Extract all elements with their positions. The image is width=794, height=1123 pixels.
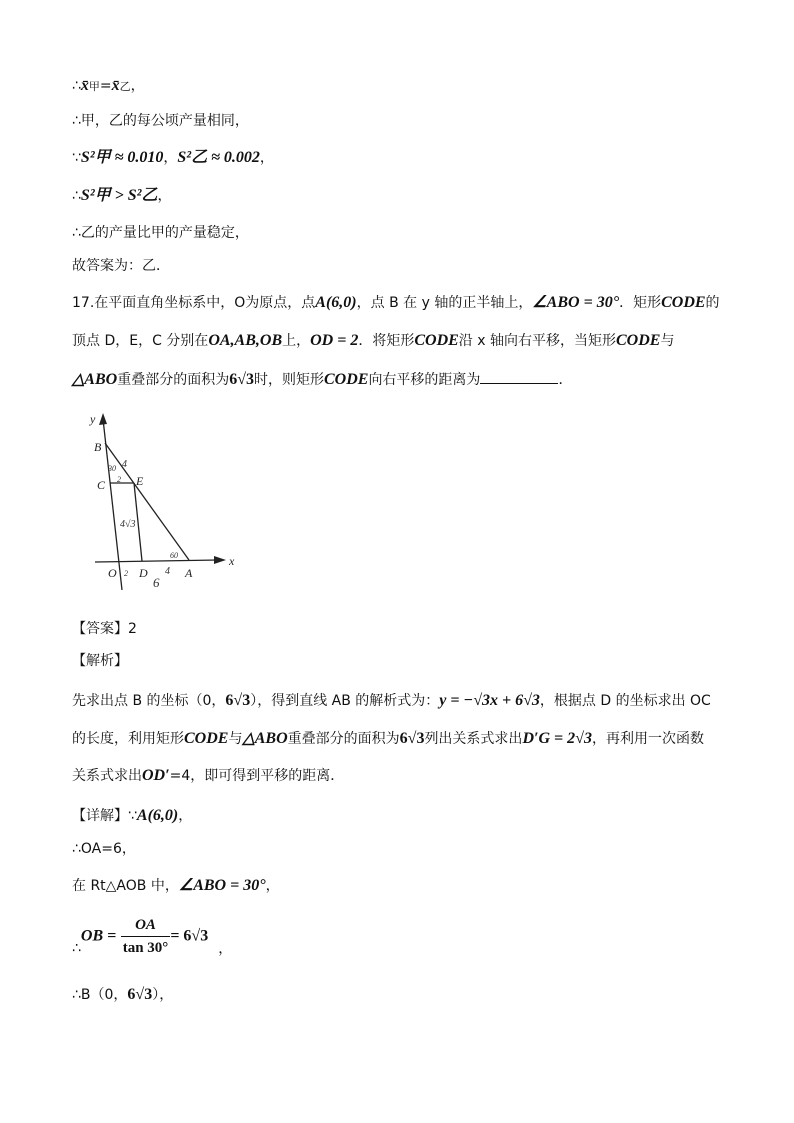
detail-label: 【详解】 [72, 808, 128, 824]
text: 与 [660, 333, 675, 349]
therefore-symbol: ∴ [72, 940, 81, 957]
label-d: D [139, 566, 148, 580]
math: D′G = 2√3 [522, 730, 592, 747]
annotation-oa: 6 [153, 575, 160, 590]
subscript-jia: 甲 [88, 80, 100, 93]
text: 向右平移的距离为 [368, 372, 481, 388]
text: ∴B（0， [72, 987, 128, 1003]
math: y = −√3x + 6√3 [439, 692, 540, 709]
detail-line-2: ∴OA=6， [72, 841, 136, 857]
fraction [121, 914, 171, 959]
analysis-line-2 [72, 729, 704, 749]
math: A(6,0) [315, 294, 357, 311]
text: 顶点 D，E，C 分别在 [72, 333, 209, 349]
text: 沿 x 轴向右平移，当矩形 [458, 333, 616, 349]
text: 重叠部分的面积为 [287, 731, 400, 747]
text: 17.在平面直角坐标系中，O为原点，点 [72, 295, 316, 311]
annotation-od: 2 [124, 569, 128, 578]
text: 列出关系式求出 [424, 731, 523, 747]
text: 上， [282, 333, 311, 349]
text: ）， [152, 987, 174, 1003]
detail-line-5 [72, 985, 173, 1005]
line-ab [105, 443, 189, 560]
text: ． [558, 372, 573, 388]
x-arrow-icon [214, 556, 226, 564]
text: ．矩形 [619, 295, 662, 311]
math: CODE [323, 371, 369, 388]
punct: ， [259, 150, 274, 166]
answer-blank [480, 369, 558, 384]
annotation-da: 4 [165, 566, 170, 577]
text: =4，即可得到平移的距离． [169, 768, 345, 784]
math: △ABO [242, 730, 288, 747]
answer-value: 2 [128, 621, 137, 637]
variance-jia: S²甲 ≈ 0.010 [80, 149, 164, 166]
annotation-angle-30: 30 [108, 464, 116, 473]
x-bar-jia: x̄ [80, 77, 89, 94]
variance-yi: S²乙 ≈ 0.002 [177, 149, 260, 166]
punct: ， [265, 878, 280, 894]
math: CODE [615, 332, 661, 349]
label-o: O [108, 566, 117, 580]
math: CODE [414, 332, 459, 349]
text-line: ∴甲，乙的每公顷产量相同， [72, 113, 249, 129]
punct: ， [218, 940, 233, 957]
math: 6√3 [127, 986, 153, 1003]
question-line-1 [72, 293, 720, 313]
equals: = [99, 78, 112, 94]
text: ，再利用一次函数 [591, 731, 704, 747]
y-arrow-icon [99, 413, 107, 425]
label-b: B [94, 440, 102, 454]
annotation-ed: 4√3 [120, 519, 136, 530]
label-a: A [185, 566, 193, 580]
analysis-line-3 [72, 766, 344, 786]
answer-line [72, 619, 137, 639]
math: A(6,0) [136, 807, 179, 824]
text: 的长度，利用矩形 [72, 731, 184, 747]
text: ，根据点 D 的坐标求出 OC [539, 693, 711, 709]
text: 先求出点 B 的坐标（0， [72, 693, 226, 709]
text: ，点 B 在 y 轴的正半轴上， [356, 295, 533, 311]
detail-line-1 [72, 806, 192, 826]
question-line-3 [72, 369, 572, 390]
label-y: y [90, 412, 96, 426]
detail-line-3 [72, 876, 280, 896]
label-c: C [97, 478, 106, 492]
variance-line [72, 148, 274, 168]
analysis-line-1 [72, 691, 711, 711]
text: 时，则矩形 [253, 372, 324, 388]
math: OD = 2 [310, 332, 359, 349]
variance-compare: S²甲 > S²乙 [80, 187, 158, 204]
x-bar-yi: x̄ [111, 77, 120, 94]
answer-label: 【答案】 [72, 621, 128, 637]
text: 在 Rt△AOB 中， [72, 878, 179, 894]
annotation-angle-a: 60 [170, 551, 178, 560]
because-symbol: ∵ [72, 150, 81, 166]
therefore-symbol: ∴ [72, 188, 81, 204]
punct: ， [163, 150, 178, 166]
text: 的 [705, 295, 720, 311]
math: OA,AB,OB [208, 332, 283, 349]
punct: ， [130, 78, 145, 94]
math: CODE [184, 730, 229, 747]
math: CODE [661, 294, 706, 311]
text: 关系式求出 [72, 768, 142, 784]
x-axis [95, 560, 218, 562]
math: 6√3 [225, 692, 251, 709]
text-line: 故答案为：乙． [72, 258, 170, 274]
annotation-be: 4 [122, 459, 127, 470]
therefore-symbol: ∴ [72, 78, 81, 94]
math: ∠ABO = 30° [532, 294, 620, 311]
detail-line-4 [72, 914, 232, 960]
subscript-yi: 乙 [119, 80, 131, 93]
math: ∠ABO = 30° [178, 877, 266, 894]
punct: ， [157, 188, 172, 204]
punct: ， [178, 808, 193, 824]
math: △ABO [72, 371, 118, 388]
math: 6√3 [399, 730, 425, 747]
text: ．将矩形 [358, 333, 415, 349]
variance-compare-line [72, 186, 171, 206]
analysis-label: 【解析】 [72, 653, 128, 669]
text-line: ∴乙的产量比甲的产量稳定， [72, 225, 249, 241]
text: 与 [228, 731, 243, 747]
mean-equal-line [72, 76, 145, 97]
math: OB = [80, 927, 117, 945]
math: = 6√3 [170, 927, 209, 945]
numerator: OA [121, 914, 171, 937]
text: ），得到直线 AB 的解析式为： [250, 693, 440, 709]
math: 6√3 [229, 371, 254, 388]
annotation-ce: 2 [117, 475, 121, 484]
label-e: E [136, 474, 144, 488]
because-symbol: ∵ [128, 808, 137, 824]
question-line-2 [72, 331, 674, 351]
math: OD′ [142, 767, 170, 784]
label-x: x [229, 554, 235, 568]
denominator: tan 30° [122, 940, 169, 956]
geometry-figure [80, 405, 250, 595]
text: 重叠部分的面积为 [117, 372, 230, 388]
